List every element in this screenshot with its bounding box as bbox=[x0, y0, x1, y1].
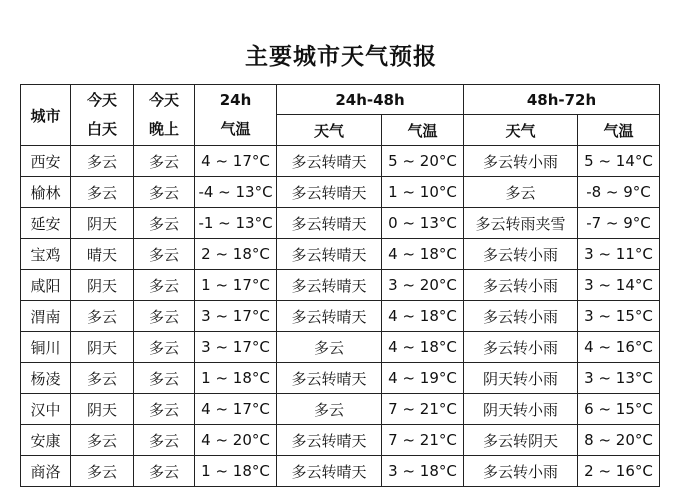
forecast-rows bbox=[21, 146, 660, 487]
weather-48h-cell: 多云转晴天 bbox=[277, 270, 382, 301]
weather-72h-cell: 多云 bbox=[464, 177, 578, 208]
header-72-temp: 气温 bbox=[578, 115, 660, 146]
temp-72h-cell: -8 ~ 9°C bbox=[578, 177, 660, 208]
city-cell: 咸阳 bbox=[21, 270, 71, 301]
today-night-cell: 多云 bbox=[134, 425, 195, 456]
table-row bbox=[21, 301, 660, 332]
temp-72h-cell: 6 ~ 15°C bbox=[578, 394, 660, 425]
today-day-cell: 多云 bbox=[71, 146, 134, 177]
temp-48h-cell: 3 ~ 20°C bbox=[382, 270, 464, 301]
table-row bbox=[21, 239, 660, 270]
today-day-cell: 阴天 bbox=[71, 208, 134, 239]
today-night-cell: 多云 bbox=[134, 332, 195, 363]
today-night-cell: 多云 bbox=[134, 394, 195, 425]
temp-24h-cell: 4 ~ 17°C bbox=[195, 146, 277, 177]
table-row bbox=[21, 425, 660, 456]
table-row bbox=[21, 208, 660, 239]
table-row bbox=[21, 363, 660, 394]
today-day-cell: 多云 bbox=[71, 177, 134, 208]
today-night-cell: 多云 bbox=[134, 177, 195, 208]
temp-72h-cell: -7 ~ 9°C bbox=[578, 208, 660, 239]
today-night-cell: 多云 bbox=[134, 270, 195, 301]
today-night-cell: 多云 bbox=[134, 363, 195, 394]
weather-48h-cell: 多云 bbox=[277, 332, 382, 363]
header-today-day-line2: 白天 bbox=[86, 120, 117, 138]
temp-72h-cell: 4 ~ 16°C bbox=[578, 332, 660, 363]
temp-72h-cell: 3 ~ 11°C bbox=[578, 239, 660, 270]
weather-72h-cell: 多云转小雨 bbox=[464, 456, 578, 487]
temp-48h-cell: 4 ~ 18°C bbox=[382, 332, 464, 363]
table-row bbox=[21, 146, 660, 177]
temp-72h-cell: 3 ~ 14°C bbox=[578, 270, 660, 301]
temp-48h-cell: 3 ~ 18°C bbox=[382, 456, 464, 487]
temp-24h-cell: 3 ~ 17°C bbox=[195, 332, 277, 363]
weather-72h-cell: 多云转小雨 bbox=[464, 332, 578, 363]
header-today-night-line1: 今天 bbox=[148, 91, 179, 109]
table-row bbox=[21, 394, 660, 425]
temp-24h-cell: 1 ~ 17°C bbox=[195, 270, 277, 301]
temp-24h-cell: 1 ~ 18°C bbox=[195, 456, 277, 487]
today-night-cell: 多云 bbox=[134, 146, 195, 177]
header-48-weather: 天气 bbox=[277, 115, 382, 146]
weather-72h-cell: 多云转雨夹雪 bbox=[464, 208, 578, 239]
today-day-cell: 多云 bbox=[71, 425, 134, 456]
today-day-cell: 多云 bbox=[71, 301, 134, 332]
temp-24h-cell: -1 ~ 13°C bbox=[195, 208, 277, 239]
temp-24h-cell: 1 ~ 18°C bbox=[195, 363, 277, 394]
header-today-day bbox=[71, 85, 134, 146]
table-row bbox=[21, 332, 660, 363]
temp-24h-cell: 3 ~ 17°C bbox=[195, 301, 277, 332]
city-cell: 铜川 bbox=[21, 332, 71, 363]
header-row-top bbox=[21, 85, 660, 115]
temp-48h-cell: 7 ~ 21°C bbox=[382, 394, 464, 425]
weather-72h-cell: 多云转小雨 bbox=[464, 301, 578, 332]
temp-24h-cell: 2 ~ 18°C bbox=[195, 239, 277, 270]
temp-24h-cell: 4 ~ 20°C bbox=[195, 425, 277, 456]
header-24h-line2: 气温 bbox=[220, 120, 251, 138]
today-night-cell: 多云 bbox=[134, 208, 195, 239]
header-today-day-line1: 今天 bbox=[86, 91, 117, 109]
header-24h-48h: 24h-48h bbox=[277, 85, 464, 115]
weather-72h-cell: 多云转阴天 bbox=[464, 425, 578, 456]
weather-72h-cell: 阴天转小雨 bbox=[464, 394, 578, 425]
weather-48h-cell: 多云转晴天 bbox=[277, 456, 382, 487]
table-row bbox=[21, 456, 660, 487]
today-night-cell: 多云 bbox=[134, 239, 195, 270]
today-day-cell: 晴天 bbox=[71, 239, 134, 270]
city-cell: 渭南 bbox=[21, 301, 71, 332]
weather-48h-cell: 多云转晴天 bbox=[277, 239, 382, 270]
weather-48h-cell: 多云转晴天 bbox=[277, 177, 382, 208]
header-48-temp: 气温 bbox=[382, 115, 464, 146]
temp-24h-cell: 4 ~ 17°C bbox=[195, 394, 277, 425]
table-row bbox=[21, 270, 660, 301]
weather-48h-cell: 多云转晴天 bbox=[277, 425, 382, 456]
header-24h bbox=[195, 85, 277, 146]
header-48h-72h: 48h-72h bbox=[464, 85, 660, 115]
temp-72h-cell: 5 ~ 14°C bbox=[578, 146, 660, 177]
temp-72h-cell: 3 ~ 15°C bbox=[578, 301, 660, 332]
today-day-cell: 阴天 bbox=[71, 394, 134, 425]
today-day-cell: 多云 bbox=[71, 456, 134, 487]
temp-48h-cell: 4 ~ 18°C bbox=[382, 301, 464, 332]
weather-48h-cell: 多云 bbox=[277, 394, 382, 425]
weather-72h-cell: 阴天转小雨 bbox=[464, 363, 578, 394]
header-city: 城市 bbox=[21, 85, 71, 146]
header-today-night bbox=[134, 85, 195, 146]
temp-48h-cell: 5 ~ 20°C bbox=[382, 146, 464, 177]
temp-48h-cell: 7 ~ 21°C bbox=[382, 425, 464, 456]
city-cell: 汉中 bbox=[21, 394, 71, 425]
city-cell: 宝鸡 bbox=[21, 239, 71, 270]
forecast-table bbox=[20, 84, 660, 487]
header-72-weather: 天气 bbox=[464, 115, 578, 146]
temp-72h-cell: 8 ~ 20°C bbox=[578, 425, 660, 456]
temp-48h-cell: 4 ~ 19°C bbox=[382, 363, 464, 394]
temp-24h-cell: -4 ~ 13°C bbox=[195, 177, 277, 208]
city-cell: 延安 bbox=[21, 208, 71, 239]
today-day-cell: 阴天 bbox=[71, 270, 134, 301]
header-today-night-line2: 晚上 bbox=[148, 120, 179, 138]
city-cell: 榆林 bbox=[21, 177, 71, 208]
city-cell: 杨凌 bbox=[21, 363, 71, 394]
temp-48h-cell: 0 ~ 13°C bbox=[382, 208, 464, 239]
today-day-cell: 多云 bbox=[71, 363, 134, 394]
table-row bbox=[21, 177, 660, 208]
today-day-cell: 阴天 bbox=[71, 332, 134, 363]
today-night-cell: 多云 bbox=[134, 301, 195, 332]
today-night-cell: 多云 bbox=[134, 456, 195, 487]
weather-72h-cell: 多云转小雨 bbox=[464, 146, 578, 177]
weather-48h-cell: 多云转晴天 bbox=[277, 146, 382, 177]
page-title: 主要城市天气预报 bbox=[245, 44, 437, 70]
weather-48h-cell: 多云转晴天 bbox=[277, 363, 382, 394]
city-cell: 商洛 bbox=[21, 456, 71, 487]
city-cell: 西安 bbox=[21, 146, 71, 177]
header-24h-line1: 24h bbox=[219, 91, 252, 109]
weather-72h-cell: 多云转小雨 bbox=[464, 270, 578, 301]
temp-72h-cell: 3 ~ 13°C bbox=[578, 363, 660, 394]
weather-72h-cell: 多云转小雨 bbox=[464, 239, 578, 270]
weather-48h-cell: 多云转晴天 bbox=[277, 301, 382, 332]
city-cell: 安康 bbox=[21, 425, 71, 456]
temp-48h-cell: 4 ~ 18°C bbox=[382, 239, 464, 270]
weather-48h-cell: 多云转晴天 bbox=[277, 208, 382, 239]
temp-72h-cell: 2 ~ 16°C bbox=[578, 456, 660, 487]
temp-48h-cell: 1 ~ 10°C bbox=[382, 177, 464, 208]
